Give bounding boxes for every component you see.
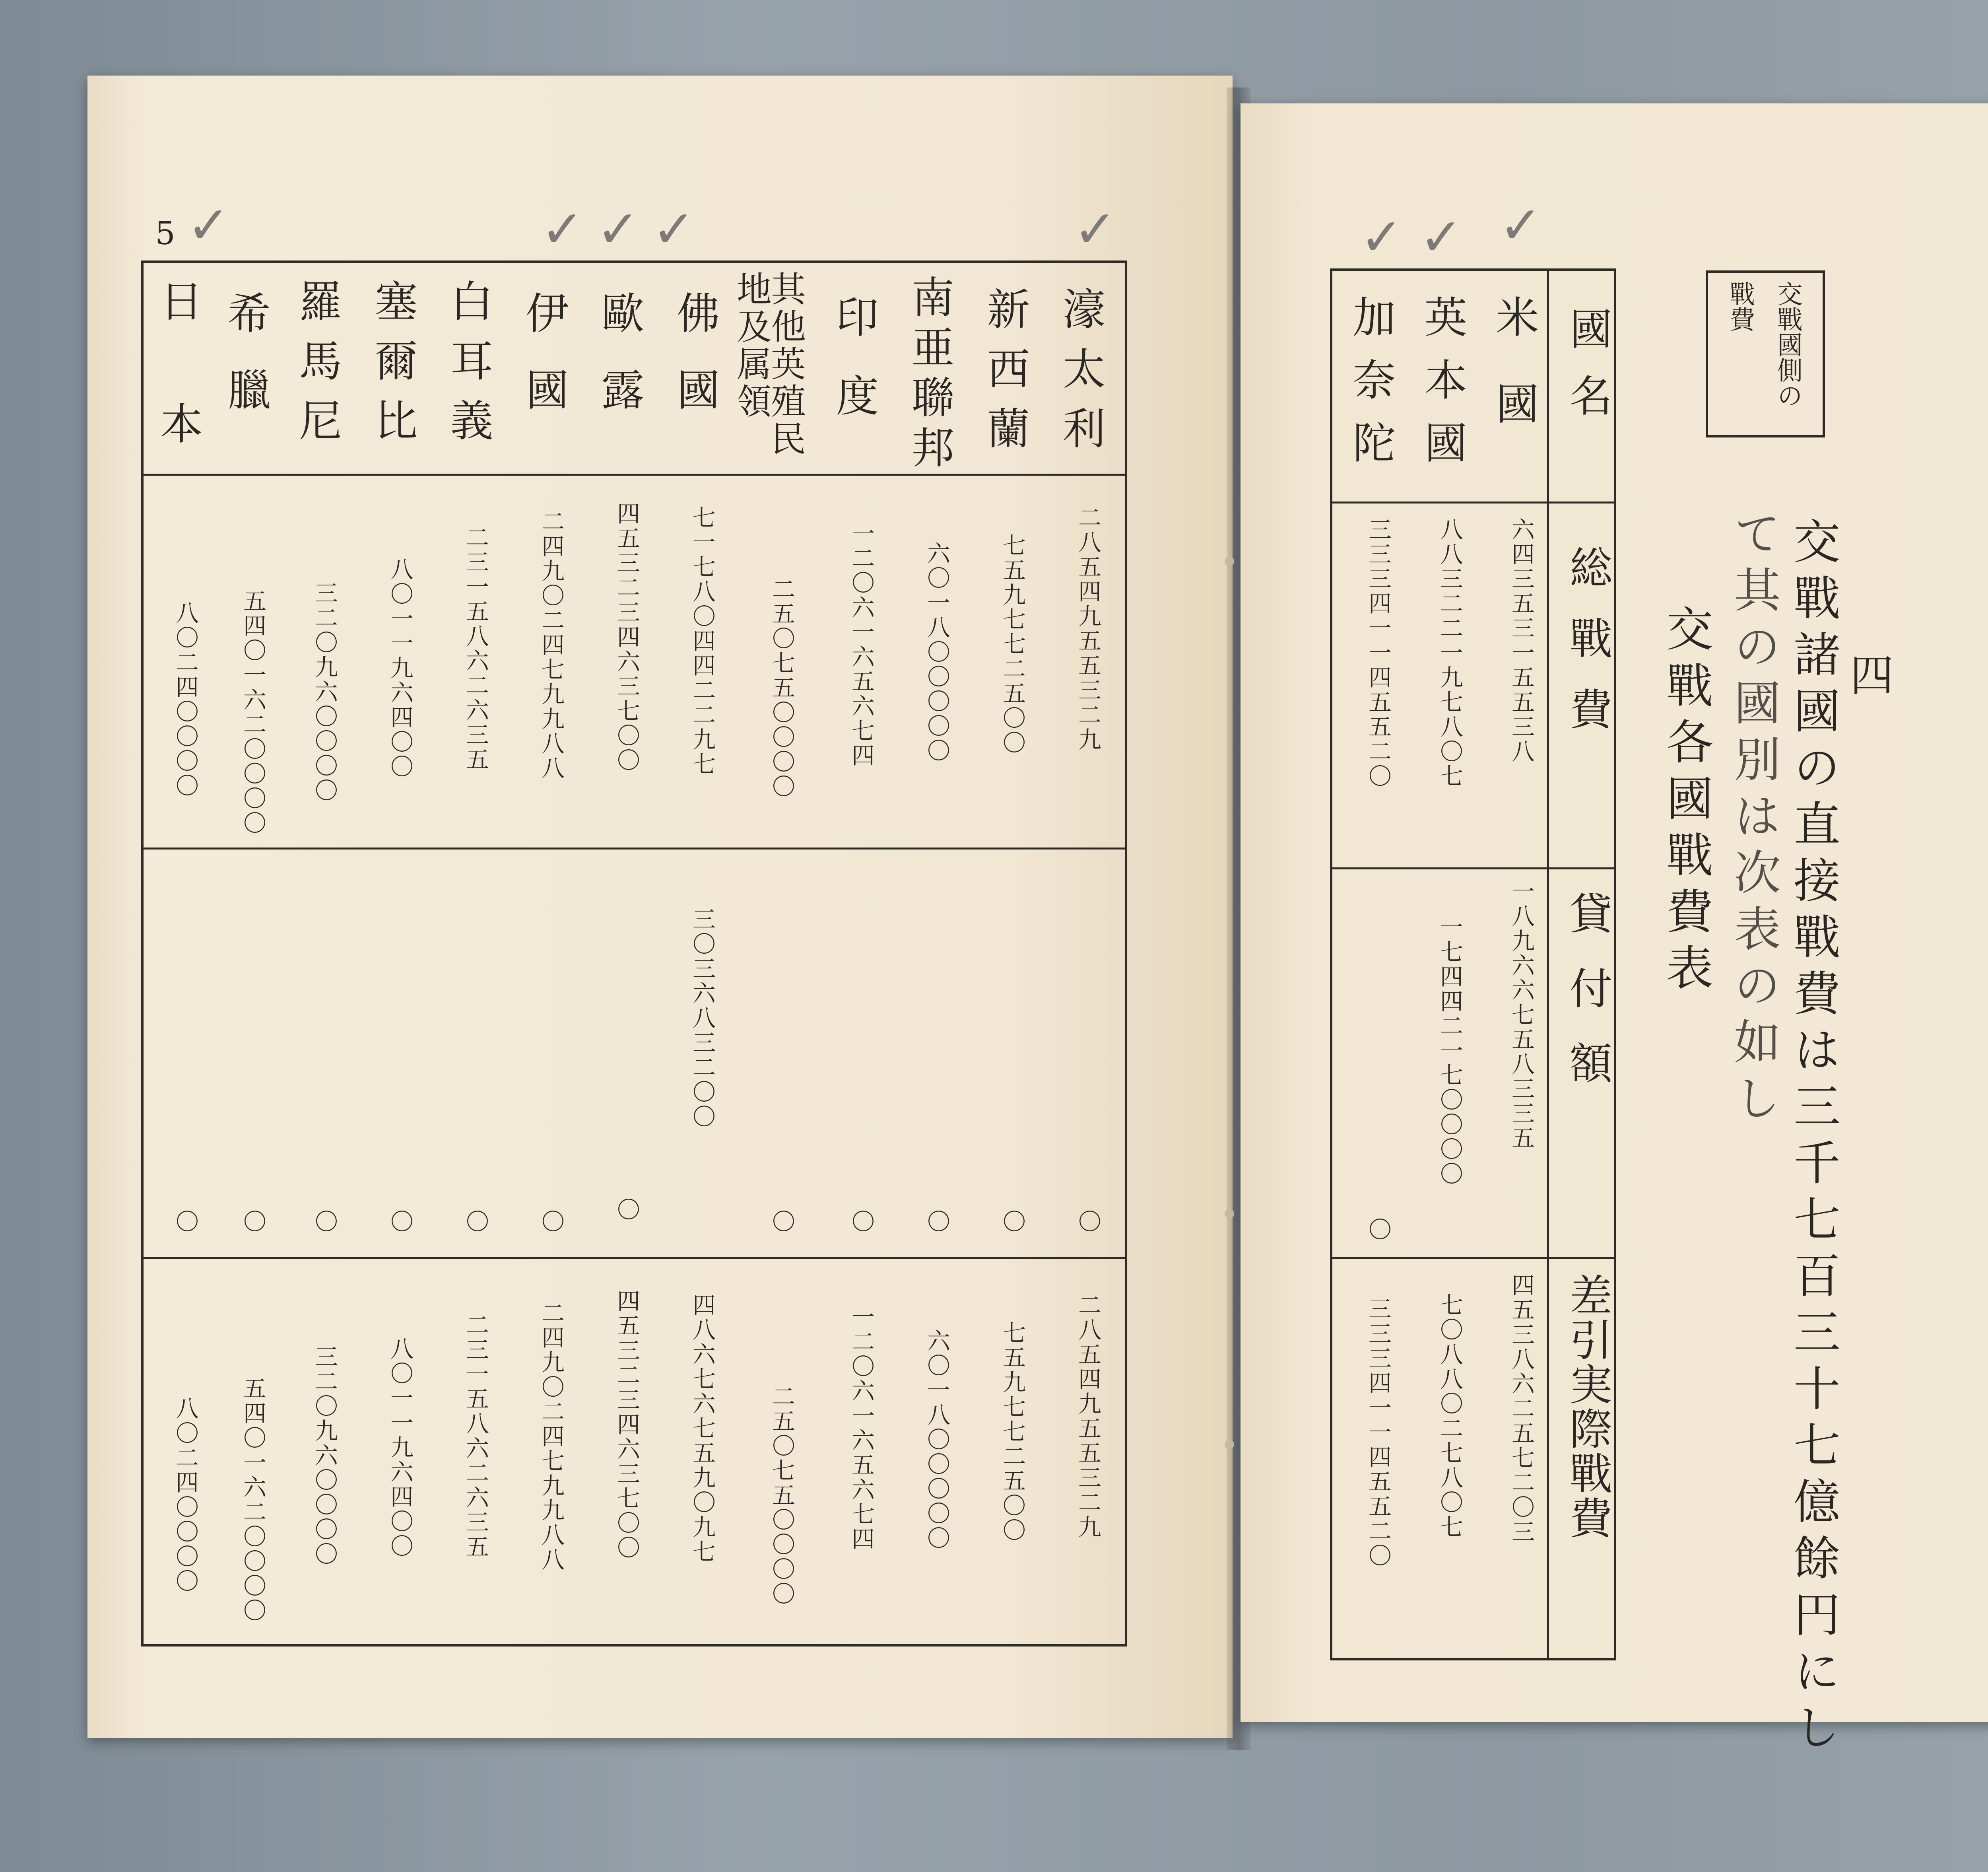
body-text-line: 交戰諸國の直接戰費は三千七百三十七億餘円にし [1786,517,1840,1759]
check-mark: ✓ [1419,207,1463,267]
check-mark: ✓ [1499,195,1542,255]
binding-hole [1225,1209,1234,1219]
header-paid-amount: 貸付額 [1562,891,1612,1116]
country-name: 其他英殖民地及属領 [731,271,806,458]
net-cost: 三三三四一一四五五二〇 [1365,1297,1392,1568]
binding-hole [1225,1440,1234,1449]
net-cost: 一二〇六一六五六七四 [848,1305,875,1551]
total-cost: 七五九七七二五〇〇 [999,533,1026,755]
total-cost: 三二〇九六〇〇〇〇 [311,581,338,803]
country-name: 羅馬尼 [292,279,342,458]
total-cost: 二三一五八六二六三五 [462,525,489,772]
country-name: 伊國 [518,291,568,444]
paid-amount: 〇 [613,1197,640,1222]
check-mark: ✓ [1360,207,1403,267]
check-mark: ✓ [596,199,640,259]
net-cost: 四五三八六二五七二〇三 [1508,1273,1535,1544]
paid-amount: 〇 [386,1209,414,1234]
country-name: 米國 [1489,295,1538,468]
paid-amount: 〇 [462,1209,489,1234]
total-cost: 四五三二三四六三七〇〇 [613,502,640,773]
check-mark: ✓ [652,199,695,259]
net-cost: 七〇八八〇二七八〇七 [1436,1293,1463,1540]
country-name: 歐露 [594,291,644,444]
total-cost: 二八五四九五五三二九 [1074,505,1101,752]
paid-amount: 〇 [172,1209,199,1234]
left-page-number: 5 [155,215,175,252]
paid-amount: 一八九六六七五八三三五 [1508,879,1535,1151]
country-name: 佛國 [670,291,719,444]
net-cost: 四八六七六七五九〇九七 [689,1293,716,1564]
net-cost: 三二〇九六〇〇〇〇 [311,1345,338,1567]
country-name: 英本國 [1417,295,1467,483]
net-cost: 八〇一一九六四〇〇 [386,1337,414,1559]
total-cost: 八八三二二一九七八〇七 [1436,517,1463,789]
section-heading-box [1706,270,1825,437]
check-mark: ✓ [1074,199,1117,259]
country-name: 塞爾比 [367,279,417,458]
table-rule [1332,867,1614,869]
total-cost: 八〇一一九六四〇〇 [386,557,414,779]
paid-amount: 一七四四二一七〇〇〇〇 [1436,915,1463,1186]
country-name: 白耳義 [443,279,493,458]
header-net-cost: 差引実際戰費 [1562,1273,1612,1540]
paid-amount: 三〇三六八三二〇〇 [689,907,716,1129]
table-rule [1332,502,1614,503]
paid-amount: 〇 [923,1209,950,1234]
paid-amount: 〇 [768,1209,795,1234]
net-cost: 五四〇一六二〇〇〇〇 [239,1376,266,1623]
country-name: 印度 [829,295,878,452]
check-mark: ✓ [541,199,584,259]
total-cost: 六四三五三一五五三八 [1508,517,1535,764]
country-name: 加奈陀 [1345,295,1395,483]
body-text-line: て其の國別は次表の如し [1726,509,1781,1130]
left-war-cost-table [141,260,1127,1647]
right-war-cost-table [1330,268,1616,1660]
section-heading: 交戰國側の戰費 [1725,281,1802,408]
total-cost: 二四九〇二四七九九八八 [538,509,565,781]
table-rule [144,474,1125,476]
total-cost: 一二〇六一六五六七四 [848,521,875,768]
table-title: 交戰各國戰費表 [1658,605,1713,1000]
net-cost: 二八五四九五五三二九 [1074,1293,1101,1540]
total-cost: 六〇一八〇〇〇〇〇 [923,541,950,763]
net-cost: 七五九七七二五〇〇 [999,1321,1026,1543]
net-cost: 六〇一八〇〇〇〇〇 [923,1329,950,1551]
country-name: 新西蘭 [980,287,1029,466]
table-rule [144,848,1125,849]
total-cost: 五四〇一六二〇〇〇〇 [239,589,266,836]
section-number: 四 [1843,652,1894,696]
paid-amount: 〇 [848,1209,875,1234]
net-cost: 二四九〇二四七九九八八 [538,1301,565,1572]
paid-amount: 〇 [311,1209,338,1234]
binding-hole [1225,557,1234,566]
net-cost: 八〇二四〇〇〇〇 [172,1396,199,1594]
net-cost: 二五〇七五〇〇〇〇 [768,1384,795,1606]
total-cost: 三三三四一一四五五二〇 [1365,517,1392,789]
check-mark: ✓ [187,195,230,255]
header-total-cost: 総戰費 [1562,545,1612,758]
paid-amount: 〇 [239,1209,266,1234]
paid-amount: 〇 [538,1209,565,1234]
net-cost: 二三一五八六二六三五 [462,1313,489,1559]
net-cost: 四五三二三四六三七〇〇 [613,1289,640,1560]
country-name: 南亜聯邦 [904,275,954,475]
table-rule [144,1257,1125,1259]
total-cost: 七一七八〇四四二二九七 [689,505,716,777]
total-cost: 二五〇七五〇〇〇〇 [768,577,795,799]
country-name: 濠太利 [1055,287,1105,466]
paid-amount: 〇 [999,1209,1026,1234]
total-cost: 八〇二四〇〇〇〇 [172,601,199,798]
table-rule [1332,1257,1614,1259]
country-name: 日本 [153,279,202,524]
paid-amount: 〇 [1074,1209,1101,1234]
paid-amount: 〇 [1365,1217,1392,1242]
country-name: 希臘 [220,291,270,444]
header-country: 國名 [1562,307,1612,440]
